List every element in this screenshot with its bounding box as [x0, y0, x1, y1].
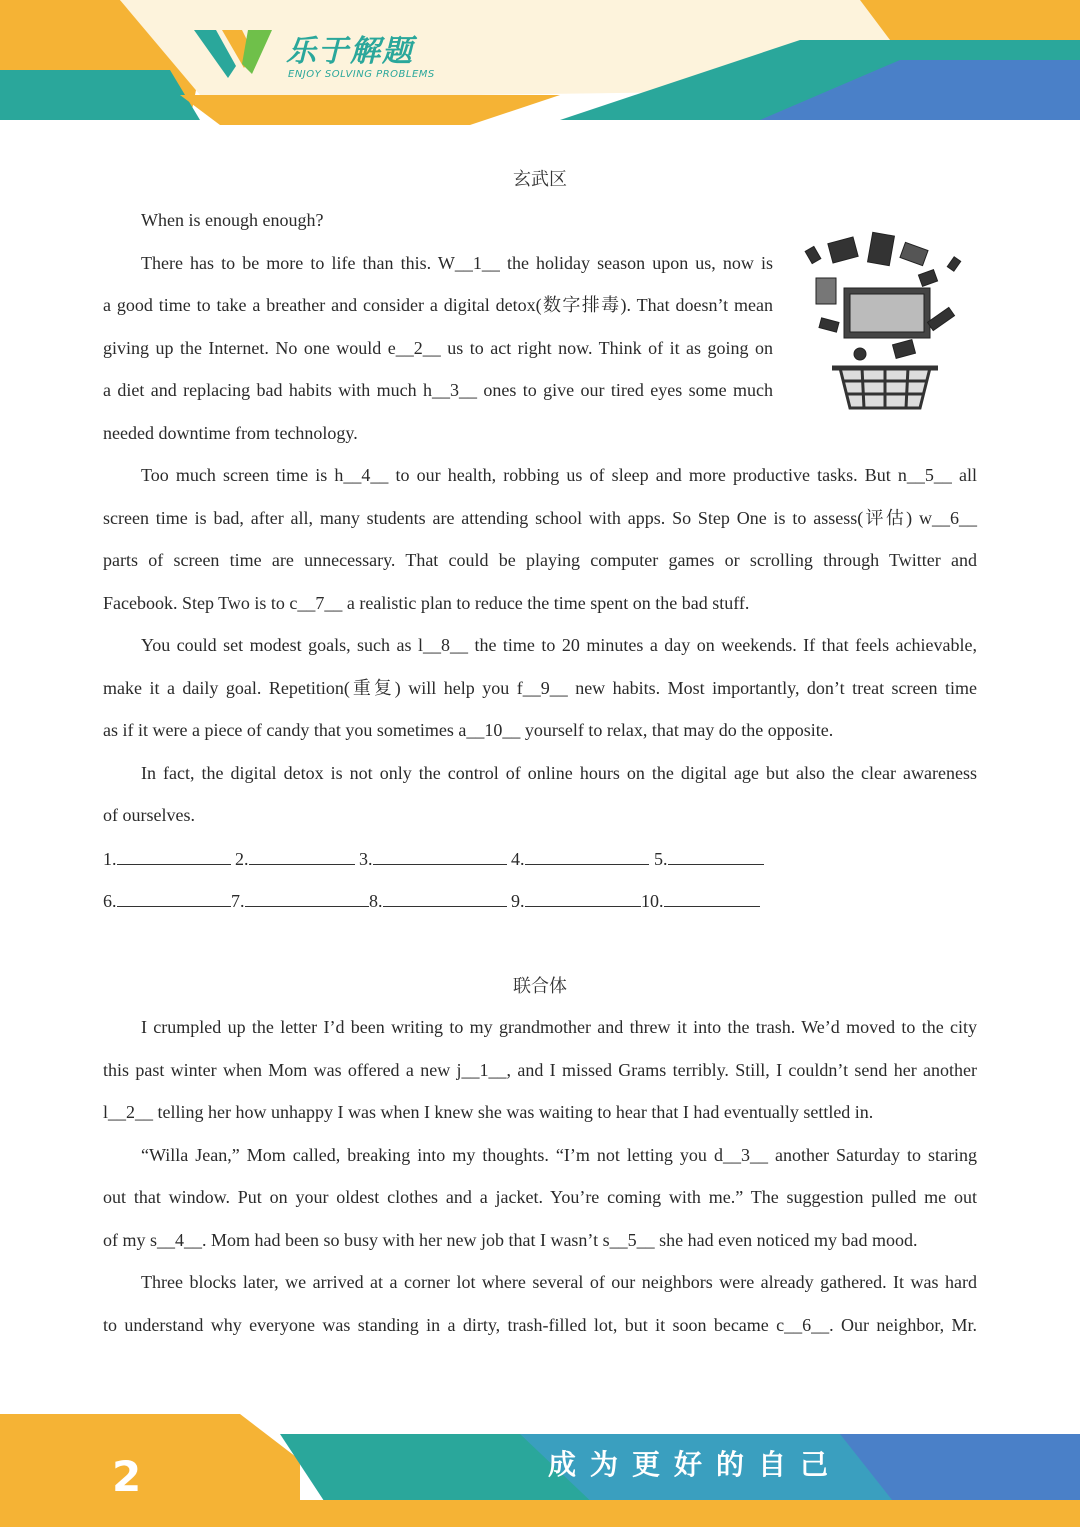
- answer-blank[interactable]: [668, 846, 764, 865]
- passage-line: Too much screen time is h__4__ to our health, robbing us of sleep and more productive tasks. But n__5__ all: [141, 465, 977, 485]
- passage-line: You could set modest goals, such as l__8__ the time to 20 minutes a day on weekends. If that feels achievable,: [141, 635, 977, 655]
- answer-label: 10.: [641, 891, 664, 911]
- answer-label: 9.: [511, 891, 525, 911]
- passage-line: needed downtime from technology.: [103, 423, 358, 443]
- answer-row-2: [103, 888, 803, 912]
- answer-blank[interactable]: [383, 888, 507, 907]
- passage-line: a good time to take a breather and consider a digital detox(数字排毒). That doesn’t mean: [103, 295, 773, 315]
- passage-line: of my s__4__. Mom had been so busy with her new job that I wasn’t s__5__ she had even noticed my bad mood.: [103, 1230, 918, 1250]
- passage-line: a diet and replacing bad habits with much h__3__ ones to give our tired eyes some much: [103, 380, 773, 400]
- passage-heading: When is enough enough?: [141, 210, 324, 230]
- passage-line: make it a daily goal. Repetition(重复) will help you f__9__ new habits. Most importantly, don’t treat screen time: [103, 678, 977, 698]
- answer-label: 1.: [103, 849, 117, 869]
- passage-line: of ourselves.: [103, 805, 195, 825]
- passage-line: as if it were a piece of candy that you sometimes a__10__ yourself to relax, that may do the opposite.: [103, 720, 834, 740]
- passage-line: Facebook. Step Two is to c__7__ a realistic plan to reduce the time spent on the bad stuff.: [103, 593, 750, 613]
- section-title-xuanwu: 玄武区: [513, 169, 567, 189]
- answer-blank[interactable]: [525, 846, 649, 865]
- digital-devices-basket-icon: [800, 228, 980, 428]
- answer-blank[interactable]: [525, 888, 641, 907]
- passage-line: parts of screen time are unnecessary. That could be playing computer games or scrolling through Twitter and: [103, 550, 977, 570]
- answer-row-1: [103, 846, 803, 870]
- answer-label: 7.: [231, 891, 245, 911]
- passage-line: giving up the Internet. No one would e__2__ us to act right now. Think of it as going on: [103, 338, 773, 358]
- header-banner: [0, 0, 1080, 130]
- brand-tagline: ENJOY SOLVING PROBLEMS: [288, 69, 435, 80]
- passage-line: “Willa Jean,” Mom called, breaking into my thoughts. “I’m not letting you d__3__ another Saturday to staring: [141, 1145, 977, 1165]
- passage-line: this past winter when Mom was offered a new j__1__, and I missed Grams terribly. Still, I couldn’t send her another: [103, 1060, 977, 1080]
- answer-blank[interactable]: [117, 888, 231, 907]
- passage-line: I crumpled up the letter I’d been writing to my grandmother and threw it into the trash. We’d moved to the city: [141, 1017, 977, 1037]
- footer-banner: [0, 1400, 1080, 1527]
- answer-label: 8.: [369, 891, 383, 911]
- answer-label: 3.: [359, 849, 373, 869]
- answer-blank[interactable]: [245, 888, 369, 907]
- answer-label: 2.: [235, 849, 249, 869]
- footer-slogan: 成为更好的自己: [548, 1448, 843, 1481]
- passage-line: There has to be more to life than this. W__1__ the holiday season upon us, now is: [141, 253, 773, 273]
- answer-label: 6.: [103, 891, 117, 911]
- answer-label: 4.: [511, 849, 525, 869]
- answer-blank[interactable]: [373, 846, 507, 865]
- answer-label: 5.: [654, 849, 668, 869]
- brand-name: 乐于解题: [286, 34, 414, 69]
- section-title-lianheti: 联合体: [513, 976, 567, 996]
- passage-line: l__2__ telling her how unhappy I was when I knew she was waiting to hear that I had eventually settled in.: [103, 1102, 874, 1122]
- passage-line: screen time is bad, after all, many students are attending school with apps. So Step One is to assess(评估) w__6__: [103, 508, 977, 528]
- logo-icon: [192, 24, 282, 84]
- answer-blank[interactable]: [249, 846, 355, 865]
- passage-line: Three blocks later, we arrived at a corner lot where several of our neighbors were already gathered. It was hard: [141, 1272, 977, 1292]
- answer-blank[interactable]: [664, 888, 760, 907]
- passage-line: to understand why everyone was standing in a dirty, trash-filled lot, but it soon became c__6__. Our neighbor, Mr.: [103, 1315, 977, 1335]
- passage-line: out that window. Put on your oldest clothes and a jacket. You’re coming with me.” The suggestion pulled me out: [103, 1187, 977, 1207]
- passage-line: In fact, the digital detox is not only the control of online hours on the digital age but also the clear awareness: [141, 763, 977, 783]
- answer-blank[interactable]: [117, 846, 231, 865]
- page-number: 2: [112, 1452, 142, 1501]
